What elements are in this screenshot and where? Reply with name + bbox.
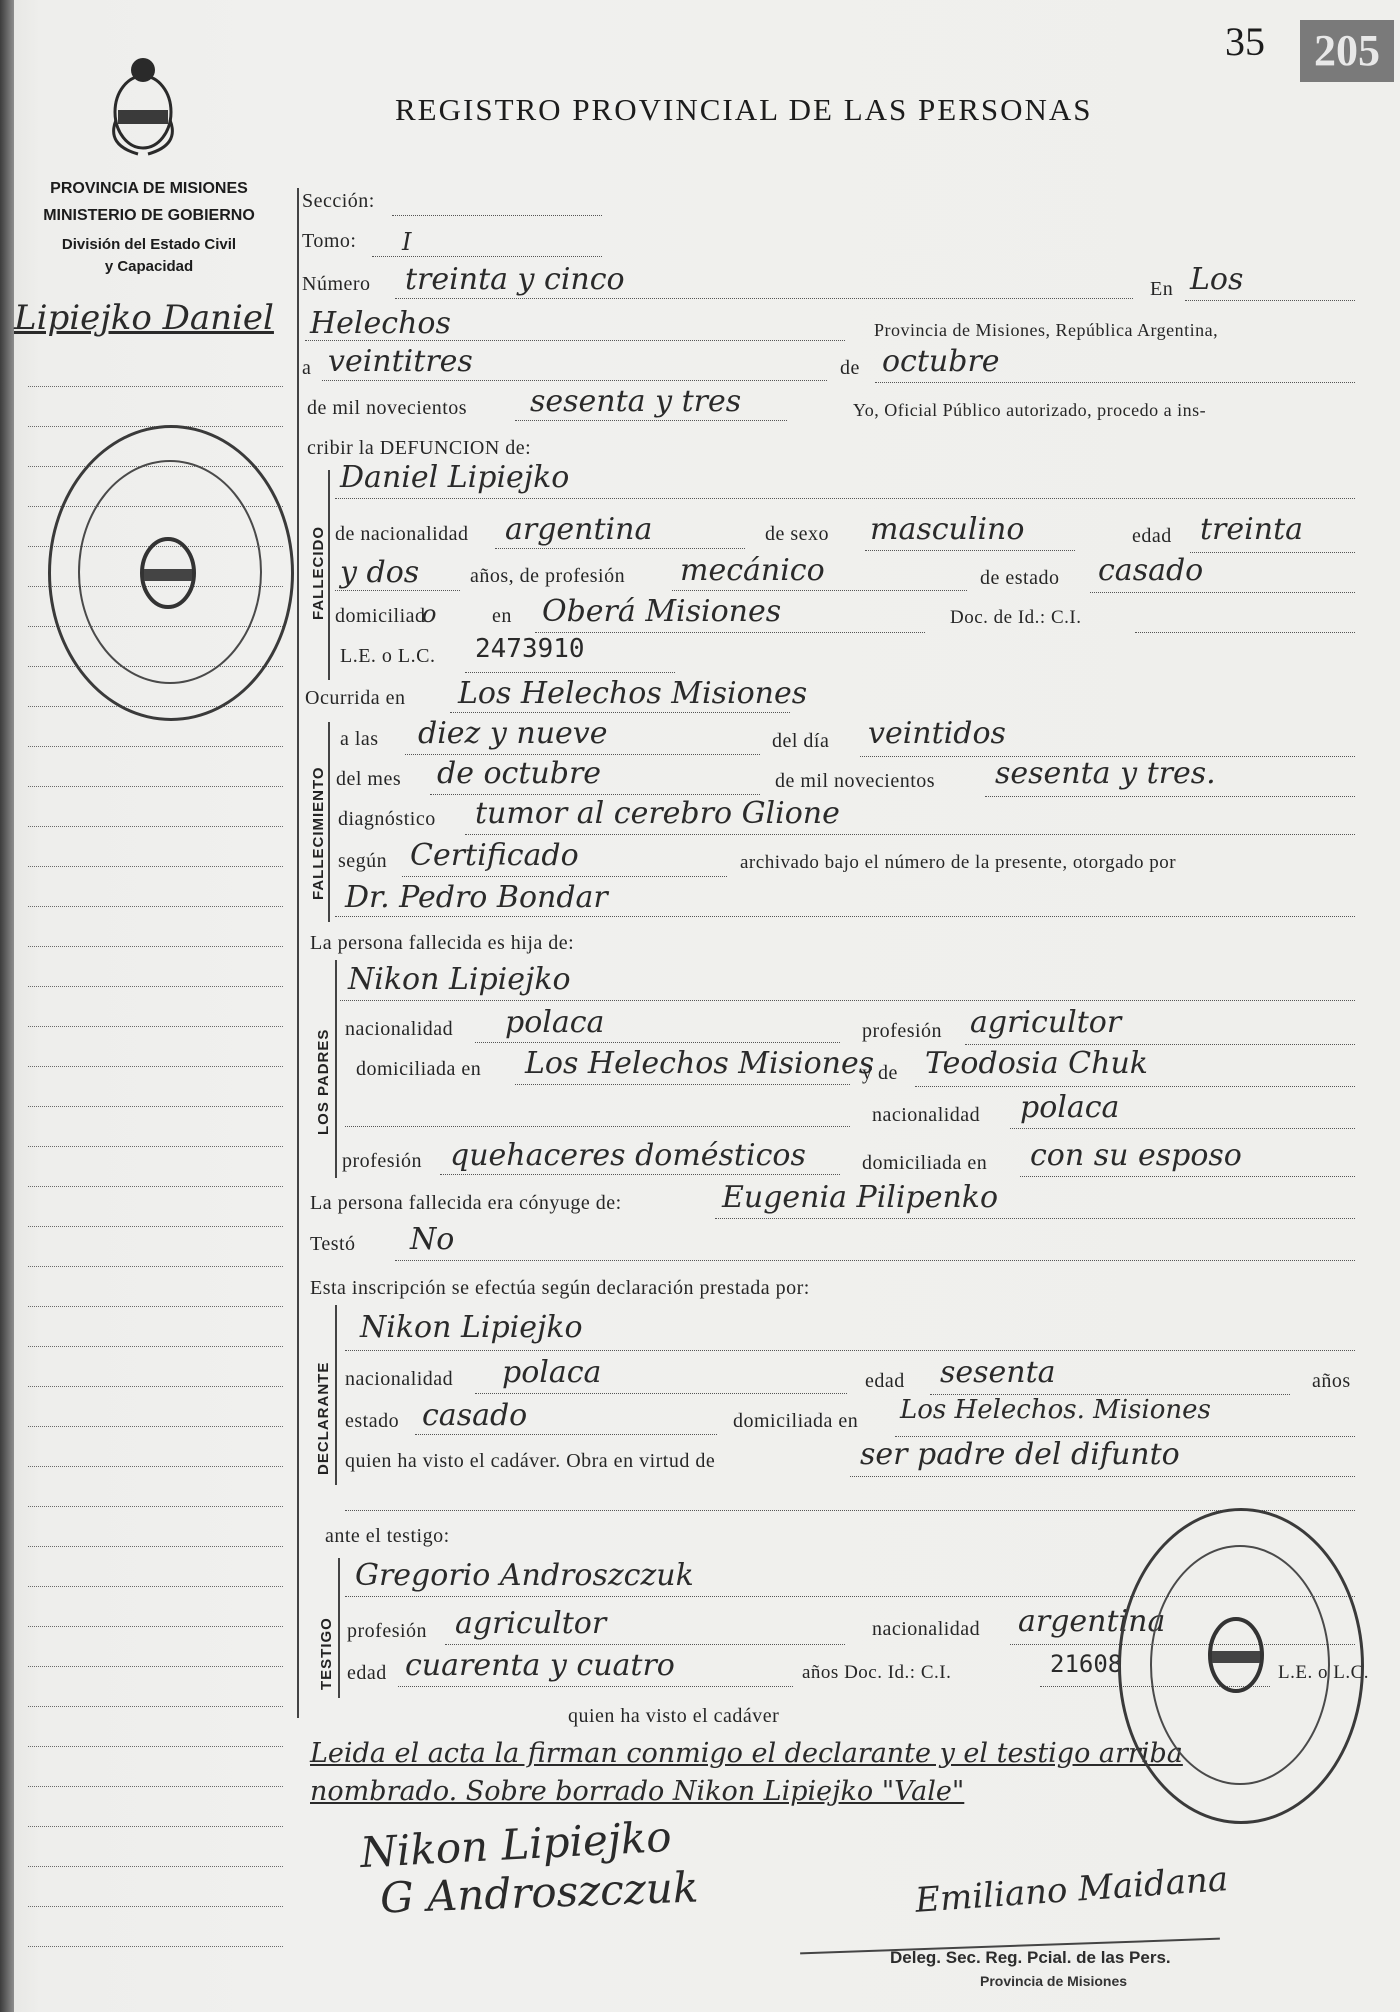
conyuge-label: La persona fallecida era cónyuge de: <box>310 1192 622 1214</box>
testo-label: Testó <box>310 1233 356 1255</box>
d-nac-value: polaca <box>502 1355 602 1390</box>
anio-value: sesenta y tres <box>530 384 742 419</box>
sexo-value: masculino <box>870 512 1025 547</box>
numero-value: treinta y cinco <box>405 262 625 297</box>
hora-value: diez y nueve <box>418 716 608 751</box>
a-las-label: a las <box>340 728 379 750</box>
archivado-label: archivado bajo el número de la presente, otorgado por <box>740 852 1177 873</box>
issuer-division: División del Estado Civil <box>61 236 237 253</box>
d-virtud-value: ser padre del difunto <box>860 1437 1180 1472</box>
doc-label: Doc. de Id.: C.I. <box>950 607 1082 628</box>
signature-declarante: Nikon Lipiejko <box>358 1811 673 1878</box>
padre-prof-label: profesión <box>862 1020 943 1042</box>
section-fallecimiento: FALLECIMIENTO <box>310 766 327 900</box>
d-estado-value: casado <box>422 1398 528 1433</box>
segun-label: según <box>338 850 388 872</box>
hija-label: La persona fallecida es hija de: <box>310 932 575 954</box>
madre-dom-label: domiciliada en <box>862 1152 988 1174</box>
padre-nac-label: nacionalidad <box>345 1018 454 1040</box>
padre-prof-value: agricultor <box>970 1005 1122 1040</box>
testo-value: No <box>410 1222 455 1257</box>
testigo-name: Gregorio Androszczuk <box>355 1558 694 1593</box>
edad-value-1: treinta <box>1200 512 1304 547</box>
t-le-label: L.E. o L.C. <box>1278 1662 1369 1683</box>
profesion-value: mecánico <box>680 553 825 588</box>
del-mes-label: del mes <box>336 768 402 790</box>
section-fallecido: FALLECIDO <box>310 526 327 620</box>
ocurrida-value: Los Helechos Misiones <box>458 676 808 711</box>
d-estado-label: estado <box>345 1410 400 1432</box>
de-label: de <box>840 357 860 379</box>
padre-nac-value: polaca <box>505 1005 605 1040</box>
a-label: a <box>302 357 312 379</box>
bottom-stamp-2: Provincia de Misiones <box>980 1973 1128 1989</box>
d-nac-label: nacionalidad <box>345 1368 454 1390</box>
issuer-ministry: MINISTERIO DE GOBIERNO <box>43 207 255 224</box>
domicilio-value: Oberá Misiones <box>542 594 782 629</box>
document-title: REGISTRO PROVINCIAL DE LAS PERSONAS <box>395 92 1093 127</box>
madre-prof-value: quehaceres domésticos <box>450 1138 806 1173</box>
sexo-label: de sexo <box>765 523 830 545</box>
en-label: En <box>1150 278 1174 300</box>
diagnostico-value: tumor al cerebro Glione <box>475 796 840 831</box>
mes-value: octubre <box>882 344 1000 379</box>
margin-name: Lipiejko Daniel <box>14 298 274 338</box>
domicilio-en-label: en <box>492 605 512 627</box>
certificado-value: Certificado <box>410 838 579 873</box>
provincia-label: Provincia de Misiones, República Argentina, <box>874 320 1219 340</box>
mes-f-value: de octubre <box>437 756 602 791</box>
d-dom-value: Los Helechos. Misiones <box>900 1395 1211 1425</box>
declarante-name: Nikon Lipiejko <box>360 1310 583 1345</box>
t-nac-value: argentina <box>1018 1604 1166 1639</box>
section-padres: LOS PADRES <box>315 1028 332 1135</box>
ante-label: ante el testigo: <box>325 1525 450 1547</box>
domicilio-label: domiciliad <box>335 605 426 627</box>
del-dia-label: del día <box>772 730 830 752</box>
medico-value: Dr. Pedro Bondar <box>345 880 608 915</box>
book-binding <box>0 0 14 2012</box>
conyuge-value: Eugenia Pilipenko <box>722 1180 999 1215</box>
madre-nac-label: nacionalidad <box>872 1104 981 1126</box>
closing-note-1: Leida el acta la firman conmigo el declarante y el testigo arriba <box>310 1738 1183 1769</box>
diagnostico-label: diagnóstico <box>338 808 436 830</box>
nacionalidad-value: argentina <box>505 512 653 547</box>
t-edad-value: cuarenta y cuatro <box>405 1648 675 1683</box>
le-value: 2473910 <box>475 634 585 664</box>
padre-dom-value: Los Helechos Misiones <box>525 1046 875 1081</box>
madre-prof-label: profesión <box>342 1150 423 1172</box>
section-testigo: TESTIGO <box>318 1617 335 1690</box>
t-prof-label: profesión <box>347 1620 428 1642</box>
madre-dom-value: con su esposo <box>1030 1138 1242 1173</box>
anio-f-value: sesenta y tres. <box>995 756 1216 791</box>
domicilio-suffix: o <box>422 600 437 628</box>
madre-nac-value: polaca <box>1020 1090 1120 1125</box>
t-edad-label: edad <box>347 1662 387 1684</box>
d-anos-label: años <box>1312 1370 1351 1392</box>
de-mil-2-label: de mil novecientos <box>775 770 936 792</box>
profesion-label: años, de profesión <box>470 565 626 587</box>
issuer-division-2: y Capacidad <box>104 258 194 275</box>
section-declarante: DECLARANTE <box>315 1361 332 1475</box>
le-label: L.E. o L.C. <box>340 645 436 667</box>
signature-testigo: G Androszczuk <box>379 1862 700 1923</box>
signature-oficial: Emiliano Maidana <box>913 1859 1230 1921</box>
d-edad-value: sesenta <box>940 1355 1056 1390</box>
y-de-label: y de <box>862 1062 898 1084</box>
estado-label: de estado <box>980 567 1060 589</box>
quien-visto-label: quien ha visto el cadáver. Obra en virtud de <box>345 1450 716 1472</box>
cribir-label: cribir la DEFUNCION de: <box>307 437 532 459</box>
coat-of-arms-icon <box>98 50 188 160</box>
t-quien-label: quien ha visto el cadáver <box>568 1705 780 1727</box>
d-edad-label: edad <box>865 1370 905 1392</box>
page-number-printed: 35 <box>1225 19 1265 64</box>
madre-name: Teodosia Chuk <box>925 1046 1148 1081</box>
numero-label: Número <box>302 273 371 295</box>
ocurrida-label: Ocurrida en <box>305 687 406 709</box>
issuer-province: PROVINCIA DE MISIONES <box>50 180 248 197</box>
closing-note-2: nombrado. Sobre borrado Nikon Lipiejko "Vale" <box>310 1776 965 1807</box>
padre-dom-label: domiciliada en <box>356 1058 482 1080</box>
lugar-value: Helechos <box>310 306 451 341</box>
dia-f-value: veintidos <box>868 716 1006 751</box>
t-prof-value: agricultor <box>455 1606 607 1641</box>
estado-value: casado <box>1098 553 1204 588</box>
deceased-name: Daniel Lipiejko <box>340 460 570 495</box>
d-dom-label: domiciliada en <box>733 1410 859 1432</box>
en-value: Los <box>1190 262 1244 297</box>
edad-label: edad <box>1132 525 1172 547</box>
dia-value: veintitres <box>328 344 473 379</box>
tomo-label: Tomo: <box>302 230 357 252</box>
yo-label: Yo, Oficial Público autorizado, procedo a ins- <box>853 400 1207 420</box>
seal-emblem-icon-2 <box>1196 1605 1276 1705</box>
seal-emblem-icon <box>128 525 208 615</box>
bottom-stamp-1: Deleg. Sec. Reg. Pcial. de las Pers. <box>890 1948 1171 1967</box>
declaracion-label: Esta inscripción se efectúa según declaración prestada por: <box>310 1277 810 1299</box>
t-nac-label: nacionalidad <box>872 1618 981 1640</box>
t-anos-label: años Doc. Id.: C.I. <box>802 1662 952 1683</box>
nacionalidad-label: de nacionalidad <box>335 523 469 545</box>
seccion-label: Sección: <box>302 190 375 212</box>
padre-name: Nikon Lipiejko <box>348 962 571 997</box>
page-number-stamp: 205 <box>1300 20 1394 82</box>
t-ci-value: 21608 <box>1050 1650 1123 1678</box>
edad-value-2: y dos <box>340 555 420 590</box>
de-mil-label: de mil novecientos <box>307 397 468 419</box>
tomo-value: I <box>402 228 412 256</box>
